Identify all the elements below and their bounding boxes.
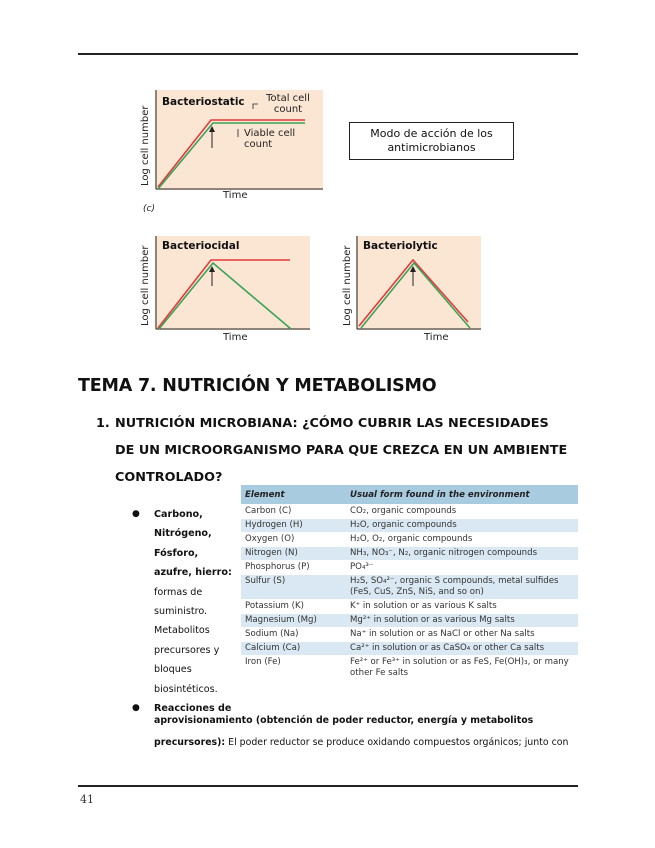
table-cell: Hydrogen (H) — [241, 519, 346, 533]
subsection-line-1: NUTRICIÓN MICROBIANA: ¿CÓMO CUBRIR LAS NECESIDADES — [115, 416, 549, 431]
table-cell: Na⁺ in solution or as NaCl or other Na salts — [346, 628, 578, 642]
table-header-form: Usual form found in the environment — [346, 485, 578, 505]
table-cell: Nitrogen (N) — [241, 547, 346, 561]
bullet-1-line: precursores y — [154, 644, 220, 656]
table-cell: Phosphorus (P) — [241, 561, 346, 575]
table-row — [241, 614, 578, 628]
panel-letter-c: (c) — [143, 204, 155, 214]
table-cell: Carbon (C) — [241, 505, 346, 519]
element-table — [241, 485, 578, 680]
bullet-marker: ● — [132, 509, 140, 519]
table-row — [241, 561, 578, 575]
subsection-number: 1. — [96, 416, 110, 431]
bullet-marker: ● — [132, 703, 140, 713]
table-row — [241, 656, 578, 681]
table-row — [241, 575, 578, 600]
table-cell: Ca²⁺ in solution or as CaSO₄ or other Ca salts — [346, 642, 578, 656]
callout-line-1: Modo de acción de los — [370, 127, 493, 140]
total-count-label: Total cell count — [266, 93, 310, 115]
total-count-line — [158, 260, 290, 328]
table-header-element: Element — [241, 485, 346, 505]
table-cell: H₂S, SO₄²⁻, organic S compounds, metal sulfides (FeS, CuS, ZnS, NiS, and so on) — [346, 575, 578, 600]
bullet-1-line: Fósforo, — [154, 547, 199, 559]
table-cell: NH₃, NO₃⁻, N₂, organic nitrogen compounds — [346, 547, 578, 561]
bullet-1-line: suministro. — [154, 606, 208, 617]
table-cell: Magnesium (Mg) — [241, 614, 346, 628]
paragraph-line-1: aprovisionamiento (obtención de poder reductor, energía y metabolitos — [154, 715, 534, 726]
table-row — [241, 642, 578, 656]
table-row — [241, 600, 578, 614]
bacteriolytic-title: Bacteriolytic — [363, 240, 438, 252]
subsection-line-2: DE UN MICROORGANISMO PARA QUE CREZCA EN UN AMBIENTE — [115, 443, 568, 458]
bacteriocidal-ylabel: Log cell number — [140, 245, 151, 326]
table-cell: H₂O, organic compounds — [346, 519, 578, 533]
table-row — [241, 628, 578, 642]
top-rule — [78, 53, 578, 55]
bacteriostatic-figure — [155, 90, 323, 190]
table-row — [241, 505, 578, 519]
bullet-1-line: Metabolitos — [154, 625, 210, 637]
antimicrobial-callout — [349, 122, 514, 160]
bullet-1-line: Nitrógeno, — [154, 528, 212, 540]
section-heading: TEMA 7. NUTRICIÓN Y METABOLISMO — [78, 376, 437, 396]
paragraph-text: El poder reductor se produce oxidando compuestos orgánicos; junto con — [225, 737, 569, 748]
table-cell: Calcium (Ca) — [241, 642, 346, 656]
bacteriolytic-figure — [356, 236, 481, 330]
table-cell: PO₄³⁻ — [346, 561, 578, 575]
table-row — [241, 547, 578, 561]
bullet-1-line: Carbono, — [154, 509, 203, 520]
table-cell: Potassium (K) — [241, 600, 346, 614]
table-cell: Mg²⁺ in solution or as various Mg salts — [346, 614, 578, 628]
table-cell: Sulfur (S) — [241, 575, 346, 600]
table-cell: Fe²⁺ or Fe³⁺ in solution or as FeS, Fe(OH)₃, or many other Fe salts — [346, 656, 578, 681]
table-row — [241, 533, 578, 547]
bacteriocidal-xlabel: Time — [223, 332, 248, 343]
viable-count-label: Viable cell count — [244, 128, 296, 150]
page-number: 41 — [80, 793, 94, 806]
bacteriostatic-ylabel: Log cell number — [140, 105, 151, 186]
bacteriolytic-ylabel: Log cell number — [342, 245, 353, 326]
bacteriolytic-xlabel: Time — [424, 332, 449, 343]
table-row — [241, 519, 578, 533]
bullet-1-line: biosintéticos. — [154, 683, 218, 695]
paragraph-line-2 — [154, 737, 568, 748]
table-cell: H₂O, O₂, organic compounds — [346, 533, 578, 547]
table-header-row — [241, 485, 578, 505]
bullet-2-line: Reacciones de — [154, 703, 232, 714]
table-cell: CO₂, organic compounds — [346, 505, 578, 519]
bacteriocidal-title: Bacteriocidal — [162, 240, 240, 252]
bacteriostatic-title: Bacteriostatic — [162, 96, 245, 108]
bullet-1-line: formas de — [154, 586, 203, 598]
bacteriostatic-xlabel: Time — [223, 190, 248, 201]
table-cell: Iron (Fe) — [241, 656, 346, 681]
table-cell: K⁺ in solution or as various K salts — [346, 600, 578, 614]
bacteriocidal-figure — [155, 236, 310, 330]
viable-count-line — [159, 263, 291, 329]
table-cell: Oxygen (O) — [241, 533, 346, 547]
bullet-1-line: azufre, hierro: — [154, 567, 232, 579]
callout-line-2: antimicrobianos — [387, 141, 476, 154]
subsection-line-3: CONTROLADO? — [115, 470, 223, 485]
table-cell: Sodium (Na) — [241, 628, 346, 642]
paragraph-bold-lead: precursores): — [154, 737, 226, 748]
bullet-1-line: bloques — [154, 664, 192, 676]
viable-count-line — [361, 263, 470, 328]
bottom-rule — [78, 785, 578, 787]
